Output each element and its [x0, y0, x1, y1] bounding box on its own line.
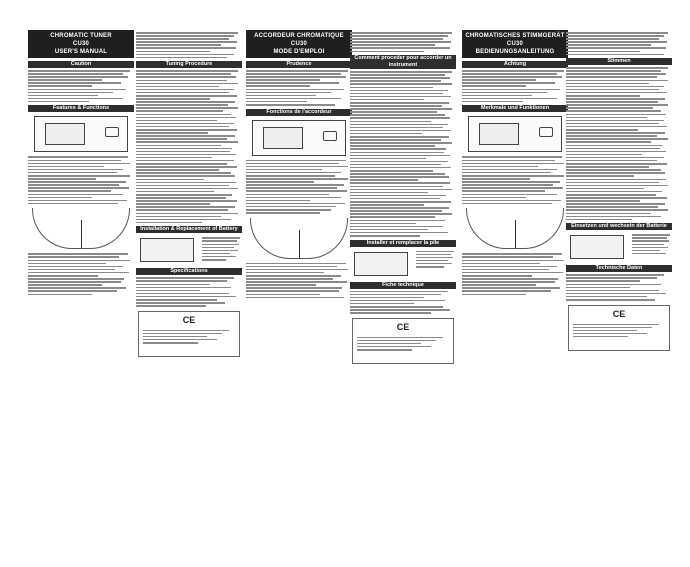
french-intro-text: [350, 32, 456, 52]
french-features-text: [246, 160, 352, 214]
french-section-prudence: Prudence: [246, 61, 352, 68]
english-features-text: [28, 156, 134, 204]
english-section-features: Features & Functions: [28, 105, 134, 112]
german-device-diagram: [468, 116, 562, 152]
german-caution-text: [462, 70, 568, 102]
english-battery-diagram: [140, 238, 194, 262]
german-title-block: [462, 30, 568, 58]
english-intro-text: [136, 32, 242, 58]
german-intro-text: [566, 32, 672, 55]
german-section-battery: Einsetzen und wechseln der Batterie: [566, 223, 672, 230]
english-section-caution: Caution: [28, 61, 134, 68]
french-specs-text: [350, 291, 456, 314]
german-battery-text: [632, 234, 672, 254]
french-section-specs: Fiche technique: [350, 282, 456, 289]
german-battery-diagram: [570, 235, 624, 259]
german-column-right: [566, 30, 672, 355]
german-section-caution: Achtung: [462, 61, 568, 68]
german-meter-diagram: [466, 208, 564, 249]
french-title-line-2: CU30: [290, 41, 308, 47]
french-device-diagram: [252, 120, 346, 156]
french-column-right: [350, 30, 456, 368]
french-section-features: Fonctions de l'accordeur: [246, 109, 352, 116]
german-title-line-3: BEDIENUNGSANLEITUNG: [475, 49, 555, 55]
german-title-line-1: CHROMATISCHES STIMMGERÄT: [465, 33, 565, 39]
english-battery-text: [202, 237, 242, 260]
german-title-line-2: CU30: [506, 41, 524, 47]
english-title-line-1: CHROMATIC TUNER: [50, 33, 112, 39]
french-title-line-1: ACCORDEUR CHROMATIQUE: [254, 33, 344, 39]
english-section-tuning: Tuning Procedure: [136, 61, 242, 68]
french-procedure-text: [350, 71, 456, 236]
english-section-specs: Specifications: [136, 268, 242, 275]
english-title-line-3: USER'S MANUAL: [54, 49, 108, 55]
english-caution-text: [28, 70, 134, 102]
english-column-left: [28, 30, 134, 297]
french-prudence-text: [246, 70, 352, 106]
english-ce-box: [138, 311, 240, 357]
german-tuning-text: [566, 67, 672, 220]
french-battery-text: [416, 251, 456, 268]
french-column-left: [246, 30, 352, 300]
french-features-text-2: [246, 263, 352, 299]
english-features-text-2: [28, 253, 134, 295]
french-ce-mark: CE: [396, 321, 410, 332]
english-section-battery: Installation & Replacement of Battery: [136, 226, 242, 233]
english-specs-text: [136, 277, 242, 306]
german-section-features: Merkmale und Funktionen: [462, 105, 568, 112]
german-features-text: [462, 156, 568, 204]
german-section-specs: Technische Daten: [566, 265, 672, 272]
french-ce-box: [352, 318, 454, 364]
english-meter-diagram: [32, 208, 130, 249]
german-section-tuning: Stimmen: [566, 58, 672, 65]
english-tuning-text: [136, 70, 242, 223]
french-meter-diagram: [250, 218, 348, 259]
english-column-right: [136, 30, 242, 361]
english-title-block: [28, 30, 134, 58]
french-title-line-3: MODE D'EMPLOI: [273, 49, 325, 55]
german-specs-text: [566, 274, 672, 300]
french-section-procedure: Comment proceder pour accorder un instrument: [350, 55, 456, 69]
french-battery-diagram: [354, 252, 408, 276]
german-ce-mark: CE: [612, 308, 626, 319]
english-title-line-2: CU30: [72, 41, 90, 47]
german-column-left: [462, 30, 568, 297]
english-ce-mark: CE: [182, 314, 196, 325]
german-features-text-2: [462, 253, 568, 295]
german-ce-box: [568, 305, 670, 351]
french-title-block: [246, 30, 352, 58]
english-device-diagram: [34, 116, 128, 152]
french-section-battery: Installer et remplacer la pile: [350, 240, 456, 247]
